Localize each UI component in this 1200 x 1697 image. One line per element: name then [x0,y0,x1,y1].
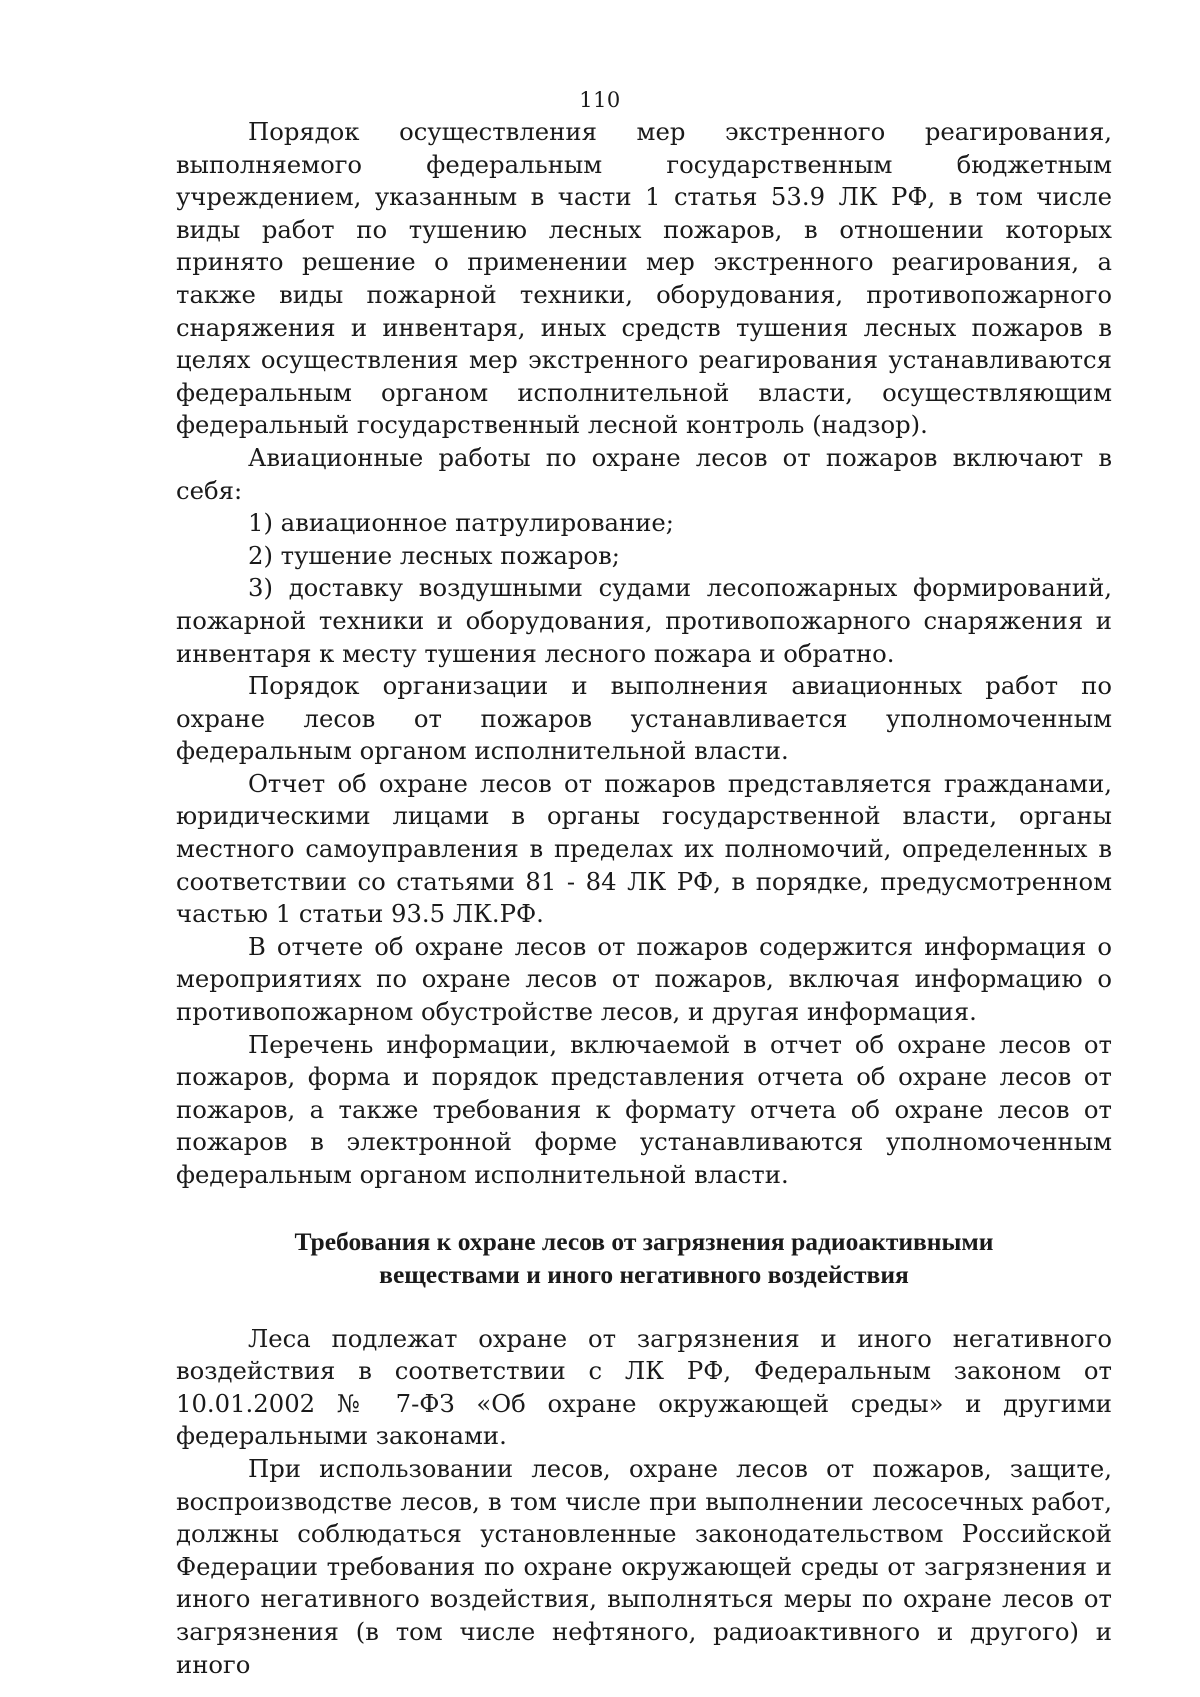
paragraph-pollution-protection: Леса подлежат охране от загрязнения и иного негативного воздействия в соответствии с ЛК РФ, Федеральным законом от 10.01.2002 № 7-ФЗ «Об охране окружающей среды» и другими федеральными законами. [176,1323,1112,1451]
paragraph-aviation-order: Порядок организации и выполнения авиационных работ по охране лесов от пожаров устанавливается уполномоченным федеральным органом исполнительной власти. [176,671,1112,766]
paragraph-aviation-works-intro: Авиационные работы по охране лесов от пожаров включают в себя: [176,442,1112,505]
paragraph-report-submission: Отчет об охране лесов от пожаров представляется гражданами, юридическими лицами в органы государственной власти, органы местного самоуправления в пределах их полномочий, определенных в соответствии со статьями 81 - 84 ЛК РФ, в порядке, предусмотренном частью 1 статьи 93.5 ЛК.РФ. [176,768,1112,929]
paragraph-emergency-measures: Порядок осуществления мер экстренного реагирования, выполняемого федеральным государственным бюджетным учреждением, указанным в части 1 статья 53.9 ЛК РФ, в том числе виды работ по тушению лесных пожаров, в отношении которых принято решение о применении мер экстренного реагирования, а также виды пожарной техники, оборудования, противопожарного снаряжения и инвентаря, иных средств тушения лесных пожаров в целях осуществления мер экстренного реагирования устанавливаются федеральным органом исполнительной власти, осуществляющим федеральный государственный лесной контроль (надзор). [176,117,1112,440]
list-item-delivery: 3) доставку воздушными судами лесопожарных формирований, пожарной техники и оборудования, противопожарного снаряжения и инвентаря к месту тушения лесного пожара и обратно. [176,573,1112,668]
paragraph-report-format: Перечень информации, включаемой в отчет об охране лесов от пожаров, форма и порядок представления отчета об охране лесов от пожаров, а также требования к формату отчета об охране лесов от пожаров в электронной форме устанавливаются уполномоченным федеральным органом исполнительной власти. [176,1029,1112,1189]
section-heading-line-2: веществами и иного негативного воздействия [379,1259,909,1289]
list-item-aviation-patrol: 1) авиационное патрулирование; [248,508,674,538]
section-heading [176,1225,1112,1291]
list-item-fire-suppression: 2) тушение лесных пожаров; [248,540,620,570]
section-heading-line-1: Требования к охране лесов от загрязнения радиоактивными [294,1226,994,1256]
paragraph-environmental-requirements: При использовании лесов, охране лесов от пожаров, защите, воспроизводстве лесов, в том числе при выполнении лесосечных работ, должны соблюдаться установленные законодательством Российской Федерации требования по охране окружающей среды от загрязнения и иного негативного воздействия, выполняться меры по охране лесов от загрязнения (в том числе нефтяного, радиоактивного и другого) и иного [176,1453,1112,1679]
page-number: 110 [579,88,621,112]
paragraph-report-contents: В отчете об охране лесов от пожаров содержится информация о мероприятиях по охране лесов от пожаров, включая информацию о противопожарном обустройстве лесов, и другая информация. [176,931,1112,1027]
